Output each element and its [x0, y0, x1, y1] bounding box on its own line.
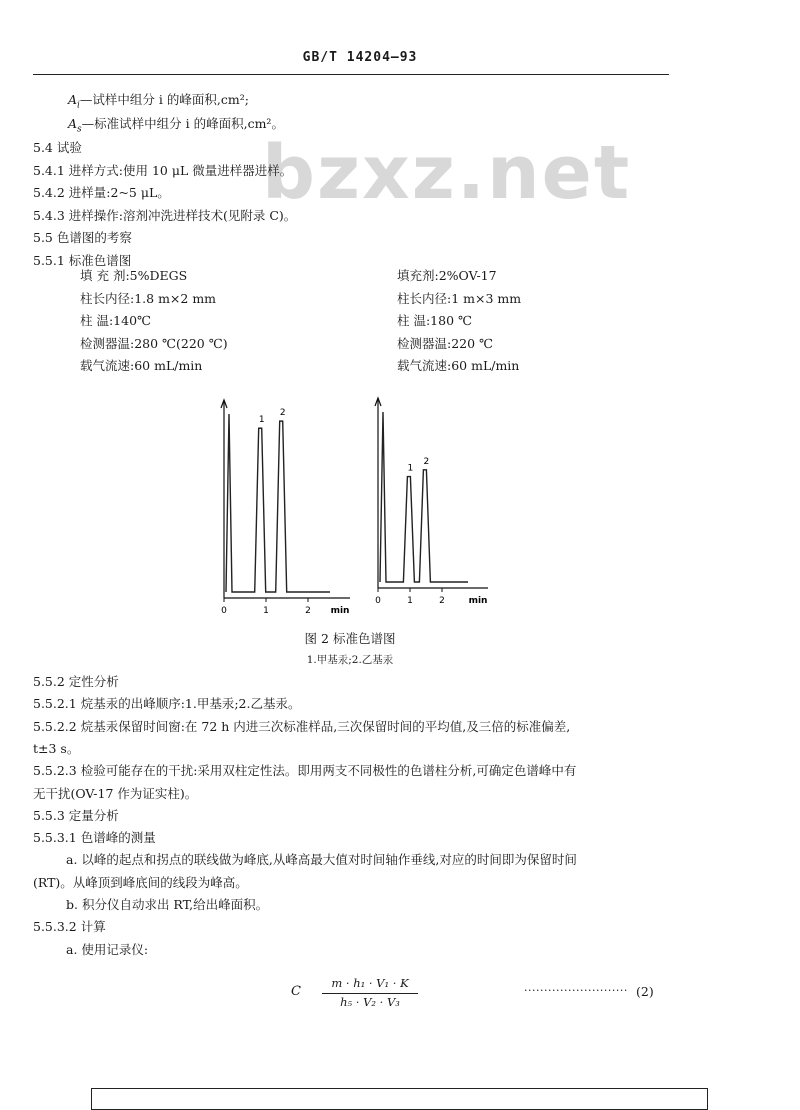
section-line: 5.5 色谱图的考察: [33, 230, 132, 245]
figure-subcaption: 1.甲基汞;2.乙基汞: [306, 654, 394, 666]
condition-item: 柱 温:140℃: [80, 313, 152, 328]
section-line: 无干扰(OV-17 作为证实柱)。: [33, 785, 198, 801]
section-line: 5.5.3.2 计算: [33, 919, 106, 935]
section-line: 5.5.2.3 检验可能存在的干扰:采用双柱定性法。即用两支不同极性的色谱柱分析,可确定色谱峰中有: [33, 763, 577, 779]
condition-item: 检测器温:280 ℃(220 ℃): [80, 335, 228, 351]
x-tick-label: 1: [407, 596, 413, 606]
x-axis-label: min: [468, 596, 488, 606]
chromatogram-left: [212, 392, 362, 616]
def-ai: [68, 92, 249, 114]
def-text: —试样中组分 i 的峰面积,cm²;: [79, 92, 249, 107]
def-as: [68, 116, 284, 138]
section-line: 5.4.1 进样方式:使用 10 μL 微量进样器进样。: [33, 162, 293, 178]
def-text: —标准试样中组分 i 的峰面积,cm²。: [81, 116, 284, 131]
bottom-frame: [91, 1088, 708, 1110]
condition-item: 柱长内径:1 m×3 mm: [397, 290, 522, 306]
section-line: b. 积分仪自动求出 RT,给出峰面积。: [66, 897, 269, 912]
section-line: 5.5.2.1 烷基汞的出峰顺序:1.甲基汞;2.乙基汞。: [33, 696, 301, 712]
x-tick-label: 2: [305, 606, 311, 616]
def-symbol: A: [68, 92, 78, 107]
section-line: 5.5.1 标准色谱图: [33, 252, 132, 268]
def-symbol: A: [68, 116, 78, 131]
section-line: 5.5.2 定性分析: [33, 674, 119, 689]
section-line: 5.4.2 进样量:2~5 μL。: [33, 185, 170, 200]
peak-label: 1: [407, 463, 414, 474]
section-line: t±3 s。: [33, 740, 80, 756]
section-line: 5.4.3 进样操作:溶剂冲洗进样技术(见附录 C)。: [33, 207, 297, 223]
section-line: 5.5.3 定量分析: [33, 807, 119, 823]
condition-item: 检测器温:220 ℃: [397, 335, 494, 351]
section-line: 5.4 试验: [33, 140, 82, 155]
x-tick-label: 0: [375, 596, 381, 606]
x-tick-label: 1: [263, 606, 269, 616]
def-subscript: i: [77, 100, 80, 111]
figure-caption: 图 2 标准色谱图: [304, 631, 396, 646]
x-tick-label: 0: [221, 606, 227, 616]
chromatogram-trace: [380, 412, 468, 582]
condition-item: 填 充 剂:5%DEGS: [80, 268, 188, 283]
header-rule: [33, 74, 669, 75]
condition-item: 柱长内径:1.8 m×2 mm: [80, 290, 217, 306]
watermark: bzxz.net: [262, 130, 632, 216]
formula-number: (2): [636, 984, 654, 999]
x-axis-label: min: [330, 606, 350, 616]
condition-item: 柱 温:180 ℃: [397, 313, 473, 328]
condition-item: 载气流速:60 mL/min: [397, 358, 520, 373]
formula-numerator: m · h₁ · V₁ · K: [331, 976, 409, 990]
section-line: a. 以峰的起点和拐点的联线做为峰底,从峰高最大值对时间轴作垂线,对应的时间即为保留时间: [66, 852, 577, 868]
formula-dots: ··························: [524, 984, 628, 997]
fraction-bar: [322, 993, 418, 994]
section-line: a. 使用记录仪:: [66, 941, 149, 957]
peak-label: 2: [423, 456, 430, 467]
def-subscript: s: [77, 124, 82, 135]
peak-label: 1: [258, 415, 265, 426]
formula-lhs: C: [291, 984, 301, 999]
chromatogram-trace: [226, 414, 330, 592]
x-tick-label: 2: [439, 596, 445, 606]
peak-label: 2: [279, 408, 286, 419]
section-line: 5.5.2.2 烷基汞保留时间窗:在 72 h 内进三次标准样品,三次保留时间的平均值,及三倍的标准偏差,: [33, 718, 571, 734]
chromatogram-right: [370, 392, 500, 616]
formula-denominator: h₅ · V₂ · V₃: [340, 995, 400, 1009]
section-line: (RT)。从峰顶到峰底间的线段为峰高。: [33, 874, 248, 890]
condition-item: 载气流速:60 mL/min: [80, 358, 203, 373]
condition-item: 填充剂:2%OV-17: [397, 268, 497, 283]
page-header: GB/T 14204—93: [302, 50, 418, 65]
section-line: 5.5.3.1 色谱峰的测量: [33, 830, 156, 846]
